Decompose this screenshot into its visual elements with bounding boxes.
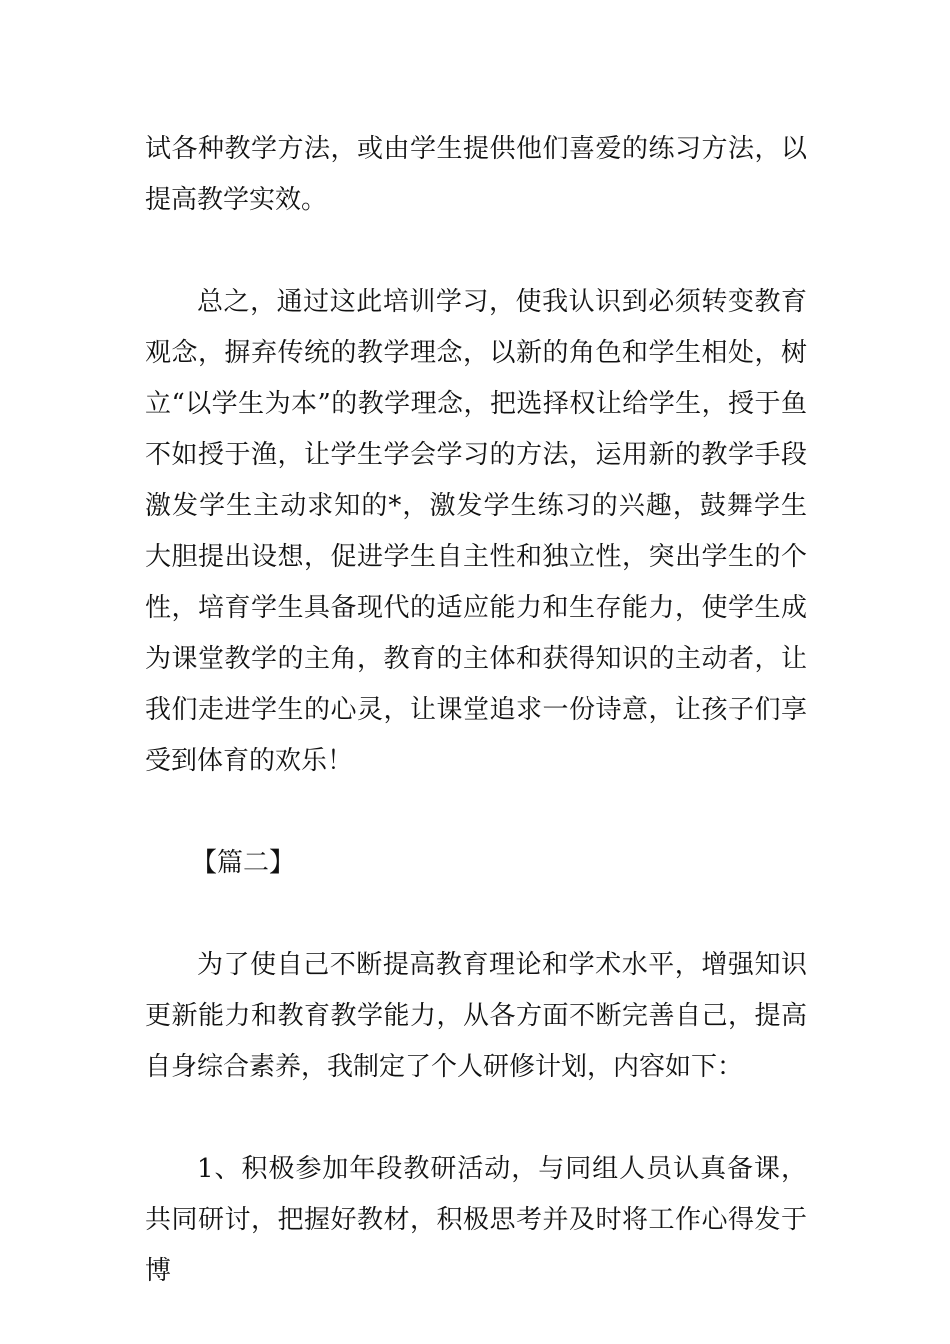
paragraph-conclusion: 总之，通过这此培训学习，使我认识到必须转变教育观念，摒弃传统的教学理念，以新的角色和学生相处，树立“以学生为本”的教学理念，把选择权让给学生，授于鱼不如授于渔，让学生学会学习的方法，运用新的教学手段激发学生主动求知的*，激发学生练习的兴趣，鼓舞学生大胆提出设想，促进学生自主性和独立性，突出学生的个性，培育学生具备现代的适应能力和生存能力，使学生成为课堂教学的主角，教育的主体和获得知识的主动者，让我们走进学生的心灵，让课堂追求一份诗意，让孩子们享受到体育的欢乐！ [145,287,807,776]
paragraph-gap [145,787,807,838]
paragraph-gap [145,1093,807,1144]
paragraph-gap [145,226,807,277]
document-body [145,124,807,1297]
paragraph-gap [145,889,807,940]
paragraph-item-1: 1、积极参加年段教研活动，与同组人员认真备课，共同研讨，把握好教材，积极思考并及时将工作心得发于博 [145,1154,807,1286]
paragraph-intro: 为了使自己不断提高教育理论和学术水平，增强知识更新能力和教育教学能力，从各方面不断完善自己，提高自身综合素养，我制定了个人研修计划，内容如下： [145,950,807,1082]
paragraph-continuation: 试各种教学方法，或由学生提供他们喜爱的练习方法，以提高教学实效。 [145,134,807,215]
section-heading: 【篇二】 [191,848,296,878]
